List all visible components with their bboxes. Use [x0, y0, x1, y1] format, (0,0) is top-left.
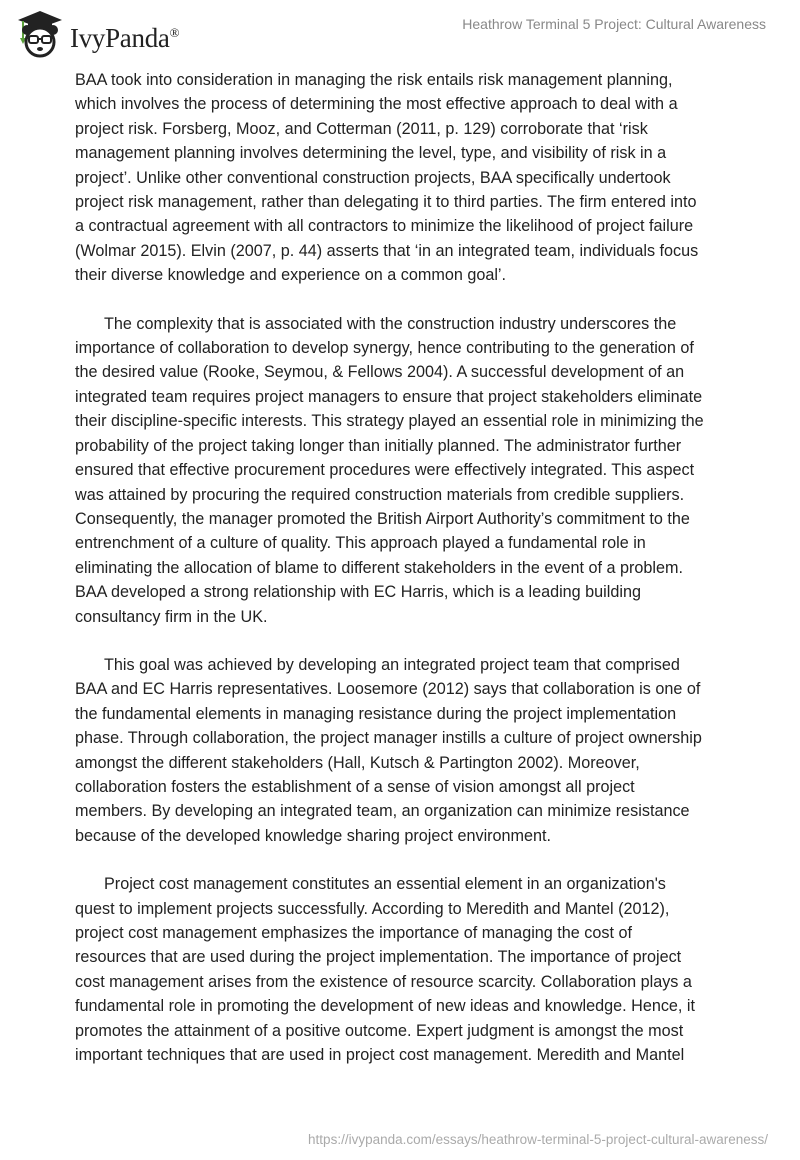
paragraph-line: project risk management, rather than delegating it to third parties. The firm entered into — [75, 193, 697, 212]
paragraph-line: project risk. Forsberg, Mooz, and Cotterman (2011, p. 129) corroborate that ‘risk — [75, 119, 648, 138]
paragraph-line: members. By developing an integrated team, an organization can minimize resistance — [75, 802, 690, 821]
paragraph-line: promotes the attainment of a positive outcome. Expert judgment is amongst the most — [75, 1021, 684, 1040]
paragraph-line: their discipline-specific interests. This strategy played an essential role in minimizing the — [75, 412, 704, 431]
paragraph-line: Project cost management constitutes an essential element in an organization's — [104, 875, 666, 894]
paragraph-line: phase. Through collaboration, the project manager instills a culture of project ownership — [75, 729, 702, 748]
paragraph-line: ensured that effective procurement procedures were effectively integrated. This aspect — [75, 461, 695, 480]
paragraph-line: eliminating the allocation of blame to different stakeholders in the event of a problem. — [75, 558, 683, 577]
paragraph-line: BAA developed a strong relationship with EC Harris, which is a leading building — [75, 583, 641, 602]
paragraph-line: (Wolmar 2015). Elvin (2007, p. 44) asserts that ‘in an integrated team, individuals focus — [75, 241, 699, 260]
paragraph-line: because of the developed knowledge sharing project environment. — [75, 826, 552, 845]
paragraph-line: project’. Unlike other conventional construction projects, BAA specifically undertook — [75, 168, 671, 187]
paragraph — [75, 68, 775, 288]
paragraph-line: which involves the process of determining the most effective approach to deal with a — [75, 95, 678, 114]
paragraph-line: their diverse knowledge and experience on a common goal’. — [75, 266, 507, 285]
paragraph-line: integrated team requires project managers to ensure that project stakeholders eliminate — [75, 387, 703, 406]
paragraph-line: was attained by procuring the required construction materials from credible suppliers. — [75, 485, 685, 504]
ivypanda-logo[interactable] — [14, 8, 179, 60]
paragraph-line: resources that are used during the project implementation. The importance of project — [75, 948, 682, 967]
paragraph-line: management planning involves determining the level, type, and visibility of risk in a — [75, 144, 667, 163]
paragraph-line: entrenchment of a culture of quality. This approach played a fundamental role in — [75, 534, 646, 553]
footer-url[interactable]: https://ivypanda.com/essays/heathrow-terminal-5-project-cultural-awareness/ — [308, 1132, 768, 1147]
paragraph-line: quest to implement projects successfully. According to Meredith and Mantel (2012), — [75, 899, 670, 918]
registered-mark: ® — [169, 24, 180, 40]
paragraph-line: BAA and EC Harris representatives. Loosemore (2012) says that collaboration is one of — [75, 680, 701, 699]
paragraph-line: amongst the different stakeholders (Hall, Kutsch & Partington 2002). Moreover, — [75, 753, 640, 772]
paragraph — [75, 872, 775, 1067]
paragraph-line: a contractual agreement with all contractors to minimize the likelihood of project failure — [75, 217, 694, 236]
paragraph-line: the desired value (Rooke, Seymou, & Fellows 2004). A successful development of an — [75, 363, 685, 382]
paragraph-line: probability of the project taking longer than initially planned. The administrator further — [75, 436, 682, 455]
paragraph-line: important techniques that are used in project cost management. Meredith and Mantel — [75, 1046, 685, 1065]
paragraph-line: consultancy firm in the UK. — [75, 607, 268, 626]
paragraph — [75, 312, 775, 629]
paragraph-line: collaboration fosters the establishment of a sense of vision amongst all project — [75, 777, 635, 796]
logo-wordmark: IvyPanda — [70, 22, 170, 53]
page-header — [0, 0, 800, 60]
paragraph-line: BAA took into consideration in managing the risk entails risk management planning, — [75, 71, 673, 89]
panda-graduate-icon — [14, 8, 66, 60]
paragraph — [75, 653, 775, 848]
document-title: Heathrow Terminal 5 Project: Cultural Awareness — [462, 16, 766, 32]
paragraph-line: project cost management emphasizes the importance of managing the cost of — [75, 924, 632, 942]
paragraph-line: importance of collaboration to develop synergy, hence contributing to the generation of — [75, 339, 694, 358]
paragraph-line: This goal was achieved by developing an integrated project team that comprised — [104, 655, 680, 674]
paragraph-line: the fundamental elements in managing resistance during the project implementation — [75, 704, 677, 723]
paragraph-line: fundamental role in promoting the development of new ideas and knowledge. Hence, it — [75, 997, 696, 1016]
paragraph-line: Consequently, the manager promoted the British Airport Authority’s commitment to the — [75, 509, 690, 528]
logo-text — [70, 23, 179, 54]
essay-body — [75, 68, 775, 1091]
paragraph-line: cost management arises from the existence of resource scarcity. Collaboration plays a — [75, 972, 692, 991]
paragraph-line: The complexity that is associated with the construction industry underscores the — [104, 314, 677, 333]
